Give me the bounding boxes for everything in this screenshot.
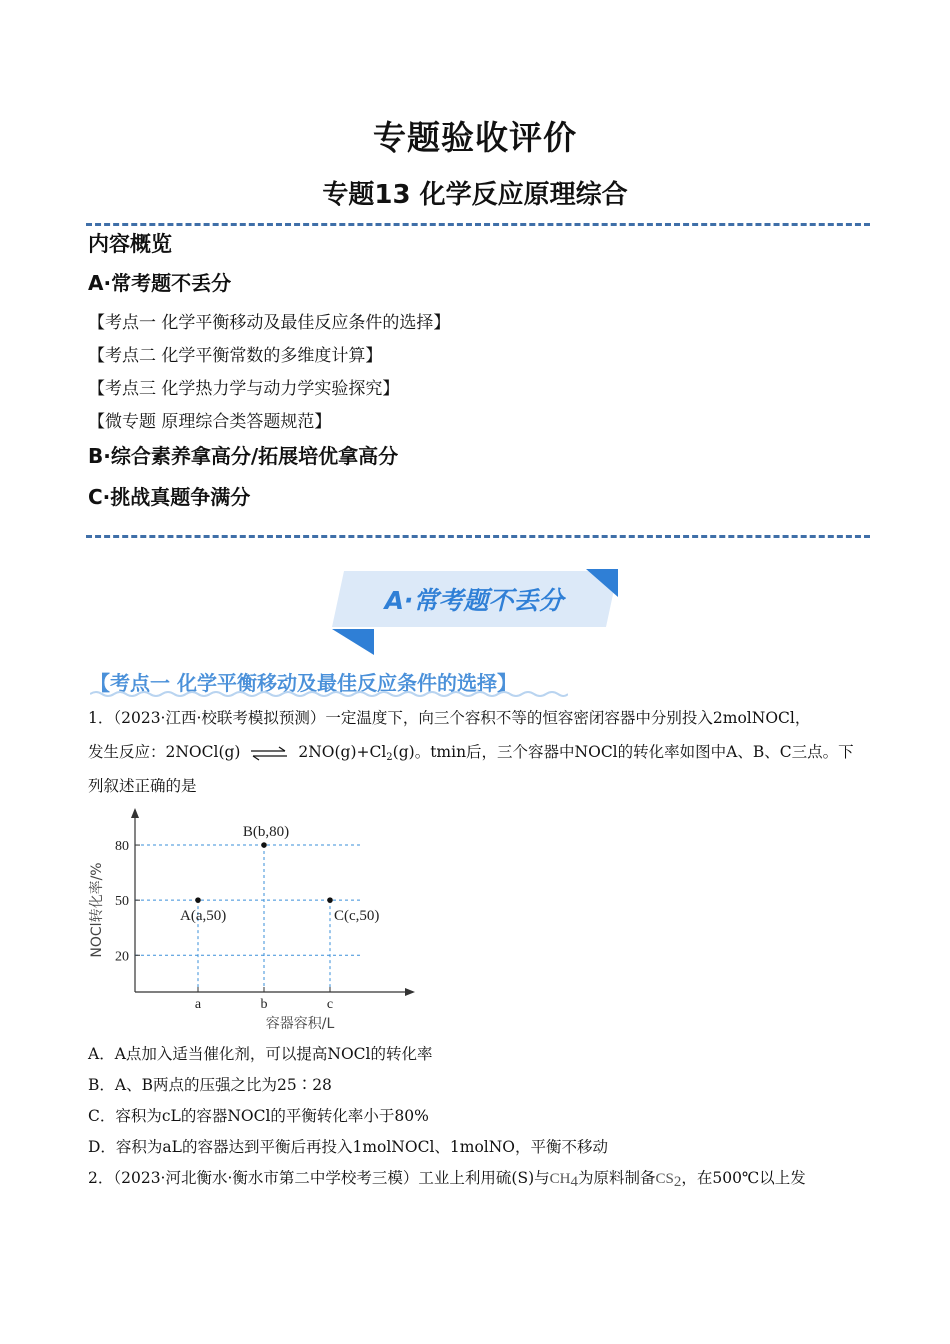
q1-line2-c: (g)。tmin后，三个容器中NOCl的转化率如图中A、B、C三点。下 bbox=[392, 743, 854, 761]
data-point-label: A(a,50) bbox=[180, 908, 227, 925]
chart-ticks bbox=[115, 839, 333, 1012]
reversible-arrow-icon bbox=[245, 744, 293, 762]
q1-line2-b: 2NO(g)+Cl bbox=[298, 743, 387, 761]
q1-line2-a: 发生反应：2NOCl(g) bbox=[88, 743, 241, 761]
data-point-label: B(b,80) bbox=[242, 824, 290, 841]
overview-item-3[interactable]: 【考点三 化学热力学与动力学实验探究】 bbox=[88, 379, 400, 399]
y-tick-label: 50 bbox=[115, 894, 129, 910]
q2-text-a: 2．（2023·河北衡水·衡水市第二中学校考三模）工业上利用硫(S)与 bbox=[88, 1169, 550, 1187]
banner-label: A·常考题不丢分 bbox=[384, 586, 564, 615]
q1-line3: 列叙述正确的是 bbox=[88, 777, 197, 795]
q2-text-c: ，在500℃以上发 bbox=[681, 1169, 806, 1187]
y-axis-arrow-icon bbox=[131, 808, 139, 818]
data-point bbox=[195, 897, 201, 903]
divider-top bbox=[86, 223, 870, 226]
x-tick-label: a bbox=[194, 997, 202, 1012]
x-axis-arrow-icon bbox=[405, 988, 415, 996]
overview-section-a[interactable]: A·常考题不丢分 bbox=[88, 271, 232, 295]
q2-line1 bbox=[88, 1168, 868, 1192]
section-banner bbox=[330, 567, 622, 655]
x-tick-label: b bbox=[260, 997, 268, 1012]
conversion-chart bbox=[85, 800, 425, 1040]
overview-item-1[interactable]: 【考点一 化学平衡移动及最佳反应条件的选择】 bbox=[88, 313, 451, 333]
y-tick-label: 80 bbox=[115, 839, 129, 855]
data-point-label: C(c,50) bbox=[334, 908, 380, 925]
q2-cs2-sub: 2 bbox=[673, 1174, 682, 1190]
chart-guides bbox=[135, 845, 360, 992]
chart-xlabel: 容器容积/L bbox=[265, 1016, 335, 1032]
overview-section-b[interactable]: B·综合素养拿高分/拓展培优拿高分 bbox=[88, 444, 399, 468]
q1-option-d[interactable]: D．容积为aL的容器达到平衡后再投入1molNOCl、1molNO，平衡不移动 bbox=[88, 1138, 609, 1156]
overview-section-c[interactable]: C·挑战真题争满分 bbox=[88, 485, 251, 509]
q1-option-b[interactable]: B．A、B两点的压强之比为25∶28 bbox=[88, 1076, 332, 1094]
q1-line2 bbox=[88, 742, 868, 768]
page-subtitle: 专题13 化学反应原理综合 bbox=[322, 180, 628, 210]
q1-option-c[interactable]: C．容积为cL的容器NOCl的平衡转化率小于80% bbox=[88, 1107, 429, 1125]
chart-ylabel: NOCl转化率/% bbox=[89, 862, 105, 958]
y-tick-label: 20 bbox=[115, 949, 129, 965]
q2-ch4-sub: 4 bbox=[570, 1174, 578, 1190]
data-point bbox=[261, 842, 267, 848]
q1-line1: 1．（2023·江西·校联考模拟预测）一定温度下，向三个容积不等的恒容密闭容器中分别投入2molNOCl， bbox=[88, 709, 811, 727]
q2-ch4: CH bbox=[549, 1171, 571, 1187]
data-point bbox=[327, 897, 333, 903]
kaodian-underline bbox=[90, 690, 568, 698]
q2-cs2: CS bbox=[655, 1171, 674, 1187]
page-title: 专题验收评价 bbox=[373, 118, 577, 157]
q1-line2-sub: 2 bbox=[386, 752, 393, 763]
banner-corner-left bbox=[332, 629, 374, 655]
q1-option-a[interactable]: A．A点加入适当催化剂，可以提高NOCl的转化率 bbox=[88, 1045, 433, 1063]
overview-item-2[interactable]: 【考点二 化学平衡常数的多维度计算】 bbox=[88, 346, 383, 366]
overview-item-4[interactable]: 【微专题 原理综合类答题规范】 bbox=[88, 412, 332, 432]
chart-points bbox=[180, 824, 379, 924]
overview-heading: 内容概览 bbox=[88, 232, 172, 256]
kaodian-1-title: 【考点一 化学平衡移动及最佳反应条件的选择】 bbox=[90, 671, 517, 695]
x-tick-label: c bbox=[326, 997, 334, 1012]
divider-bottom bbox=[86, 535, 870, 538]
q2-text-b: 为原料制备 bbox=[577, 1169, 656, 1187]
